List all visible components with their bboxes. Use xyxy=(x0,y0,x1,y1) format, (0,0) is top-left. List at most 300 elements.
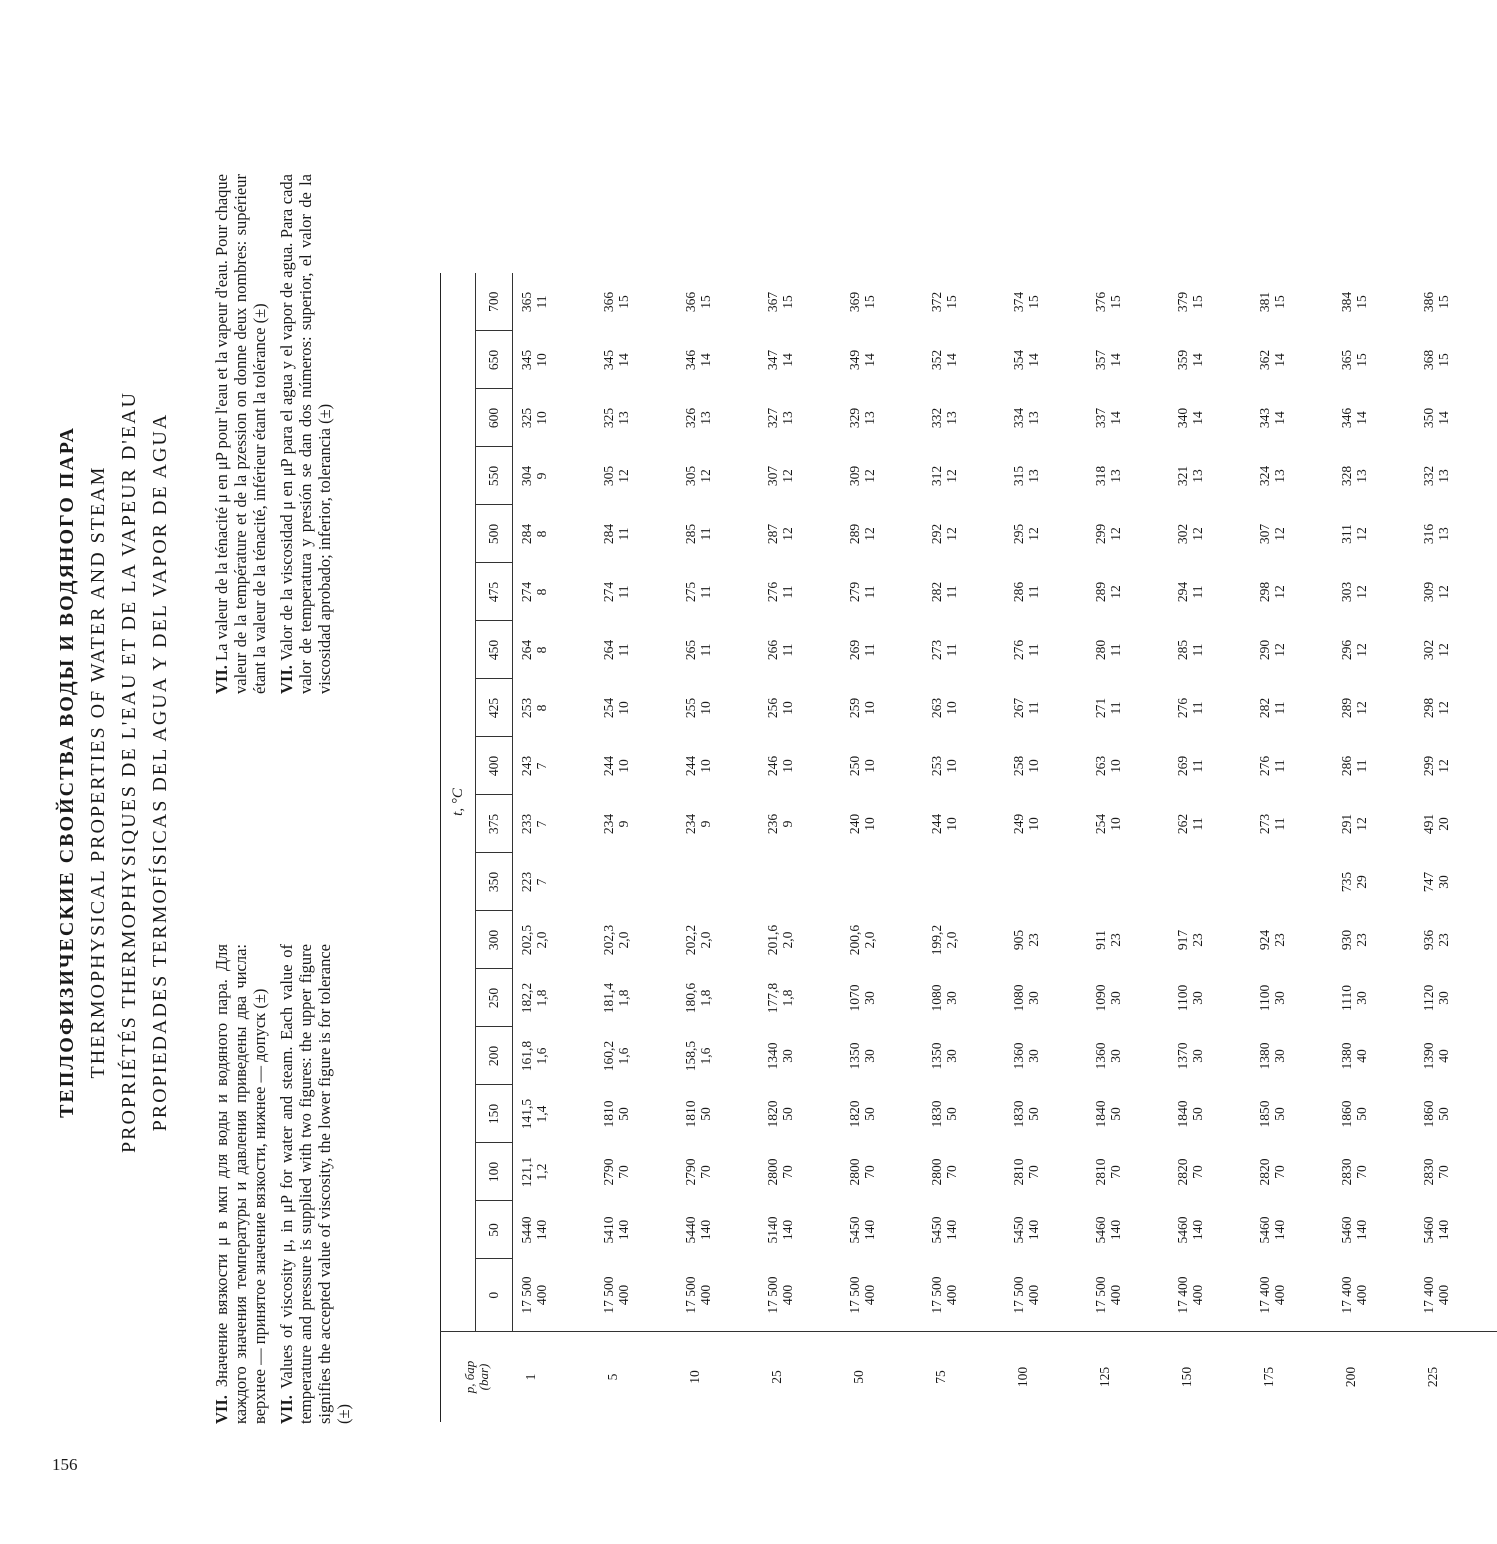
viscosity-value: 332 xyxy=(1420,465,1436,487)
pressure-cell: 225 xyxy=(1415,1332,1497,1423)
viscosity-cell xyxy=(1251,1201,1333,1259)
viscosity-value: 332 xyxy=(928,407,944,429)
viscosity-cell xyxy=(841,853,923,911)
viscosity-cell xyxy=(1333,1085,1415,1143)
tolerance-value: 11 xyxy=(1189,701,1205,715)
tolerance-value: 13 xyxy=(943,411,959,425)
description-number: VII. xyxy=(277,1395,296,1424)
temperature-header-cell: 100 xyxy=(476,1143,513,1201)
tolerance-value: 1,2 xyxy=(534,1163,549,1181)
viscosity-value: 269 xyxy=(1174,755,1190,777)
table-row xyxy=(513,273,595,1422)
viscosity-value: 295 xyxy=(1010,523,1026,545)
tolerance-value: 10 xyxy=(1025,759,1041,773)
tolerance-value: 12 xyxy=(1435,585,1451,599)
tolerance-value: 400 xyxy=(1025,1284,1041,1306)
tolerance-value: 11 xyxy=(861,643,877,657)
viscosity-value: 307 xyxy=(764,465,780,487)
tolerance-value: 14 xyxy=(1107,353,1123,367)
viscosity-cell xyxy=(923,679,1005,737)
tolerance-value: 140 xyxy=(1107,1219,1123,1241)
viscosity-cell xyxy=(759,1143,841,1201)
viscosity-value: 305 xyxy=(682,465,698,487)
viscosity-value: 381 xyxy=(1256,291,1272,313)
viscosity-cell xyxy=(841,1201,923,1259)
viscosity-value: 269 xyxy=(846,639,862,661)
viscosity-cell xyxy=(677,505,759,563)
table-row xyxy=(1251,273,1333,1422)
viscosity-cell xyxy=(1415,621,1497,679)
tolerance-value: 11 xyxy=(943,643,959,657)
tolerance-value: 140 xyxy=(1435,1219,1451,1241)
pressure-header-label: p, бар xyxy=(461,1360,477,1394)
viscosity-cell xyxy=(1169,505,1251,563)
viscosity-cell xyxy=(1251,1143,1333,1201)
viscosity-cell xyxy=(1169,795,1251,853)
tolerance-value: 13 xyxy=(615,411,631,425)
tolerance-value: 13 xyxy=(1353,469,1369,483)
viscosity-cell xyxy=(1333,1259,1415,1332)
tolerance-value: 400 xyxy=(1435,1284,1451,1306)
tolerance-value: 40 xyxy=(1353,1049,1369,1063)
tolerance-value: 15 xyxy=(1025,295,1041,309)
viscosity-value: 292 xyxy=(928,523,944,545)
pressure-cell: 175 xyxy=(1251,1332,1333,1423)
viscosity-value: 275 xyxy=(682,581,698,603)
viscosity-value: 309 xyxy=(846,465,862,487)
tolerance-value: 10 xyxy=(943,759,959,773)
viscosity-cell xyxy=(677,273,759,331)
viscosity-cell xyxy=(1251,737,1333,795)
temperature-label: t, °C xyxy=(449,788,466,816)
tolerance-value: 11 xyxy=(1025,701,1041,715)
viscosity-value: 280 xyxy=(1092,639,1108,661)
pressure-cell: 10 xyxy=(677,1332,759,1423)
viscosity-value: 273 xyxy=(1256,813,1272,835)
viscosity-value: 327 xyxy=(764,407,780,429)
viscosity-cell xyxy=(1005,1201,1087,1259)
tolerance-value: 11 xyxy=(615,643,631,657)
viscosity-cell xyxy=(1087,911,1169,969)
viscosity-cell xyxy=(595,447,677,505)
tolerance-value: 50 xyxy=(1025,1107,1041,1121)
viscosity-cell xyxy=(1333,969,1415,1027)
tolerance-value: 12 xyxy=(1107,585,1123,599)
viscosity-value: 747 xyxy=(1420,871,1436,893)
tolerance-value: 29 xyxy=(1353,875,1369,889)
viscosity-cell xyxy=(1005,911,1087,969)
viscosity-value: 1810 xyxy=(682,1100,698,1128)
tolerance-value: 14 xyxy=(1189,411,1205,425)
viscosity-cell xyxy=(1415,331,1497,389)
viscosity-value: 311 xyxy=(1338,524,1354,544)
viscosity-cell xyxy=(1087,389,1169,447)
temperature-header-cell: 425 xyxy=(476,679,513,737)
description-number: VII. xyxy=(212,665,231,694)
viscosity-cell xyxy=(1087,1027,1169,1085)
temperature-header-cell: 475 xyxy=(476,563,513,621)
tolerance-value: 30 xyxy=(1271,991,1287,1005)
tolerance-value: 140 xyxy=(697,1219,713,1241)
tolerance-value: 7 xyxy=(534,762,549,770)
tolerance-value: 50 xyxy=(943,1107,959,1121)
viscosity-cell xyxy=(677,1143,759,1201)
viscosity-value: 1370 xyxy=(1174,1042,1190,1070)
viscosity-value: 345 xyxy=(519,349,534,371)
tolerance-value: 50 xyxy=(1107,1107,1123,1121)
viscosity-value: 258 xyxy=(1010,755,1026,777)
tolerance-value: 14 xyxy=(697,353,713,367)
temperature-header-cell: 0 xyxy=(476,1259,513,1332)
temperature-header-row xyxy=(476,273,513,1422)
viscosity-value: 905 xyxy=(1010,929,1026,951)
viscosity-cell xyxy=(1251,1085,1333,1143)
tolerance-value: 30 xyxy=(1189,1049,1205,1063)
viscosity-cell xyxy=(1087,505,1169,563)
viscosity-cell xyxy=(923,853,1005,911)
tolerance-value: 2,0 xyxy=(943,931,959,949)
tolerance-value: 14 xyxy=(1189,353,1205,367)
viscosity-cell xyxy=(677,389,759,447)
tolerance-value: 12 xyxy=(779,469,795,483)
viscosity-cell xyxy=(923,737,1005,795)
tolerance-value: 9 xyxy=(697,820,713,828)
viscosity-cell xyxy=(1415,447,1497,505)
tolerance-value: 15 xyxy=(779,295,795,309)
viscosity-value: 253 xyxy=(519,697,534,719)
viscosity-cell xyxy=(1005,969,1087,1027)
table-body xyxy=(513,273,1497,1422)
viscosity-value: 276 xyxy=(1010,639,1026,661)
viscosity-cell xyxy=(677,911,759,969)
tolerance-value: 15 xyxy=(615,295,631,309)
viscosity-cell xyxy=(1005,737,1087,795)
tolerance-value: 12 xyxy=(1435,643,1451,657)
viscosity-value: 917 xyxy=(1174,929,1190,951)
viscosity-cell xyxy=(1251,505,1333,563)
tolerance-value: 15 xyxy=(1107,295,1123,309)
viscosity-cell xyxy=(677,1027,759,1085)
viscosity-value: 362 xyxy=(1256,349,1272,371)
viscosity-value: 262 xyxy=(1174,813,1190,835)
title-es: PROPIEDADES TERMOFÍSICAS DEL AGUA Y DEL VAPOR DE AGUA xyxy=(149,412,171,1132)
viscosity-cell xyxy=(759,911,841,969)
temperature-header-cell: 350 xyxy=(476,853,513,911)
viscosity-cell xyxy=(841,679,923,737)
tolerance-value: 12 xyxy=(1435,759,1451,773)
tolerance-value: 70 xyxy=(1435,1165,1451,1179)
viscosity-cell xyxy=(1251,621,1333,679)
tolerance-value: 11 xyxy=(1025,585,1041,599)
viscosity-cell xyxy=(1415,795,1497,853)
viscosity-value: 254 xyxy=(1092,813,1108,835)
viscosity-value: 161,8 xyxy=(519,1040,534,1072)
tolerance-value: 2,0 xyxy=(615,931,631,949)
viscosity-cell xyxy=(1087,679,1169,737)
viscosity-cell xyxy=(1333,331,1415,389)
viscosity-cell xyxy=(1251,331,1333,389)
tolerance-value: 40 xyxy=(1435,1049,1451,1063)
table-row xyxy=(1169,273,1251,1422)
tolerance-value: 140 xyxy=(615,1219,631,1241)
viscosity-value: 202,2 xyxy=(682,924,698,956)
viscosity-value: 2790 xyxy=(682,1158,698,1186)
viscosity-cell xyxy=(513,563,595,621)
tolerance-value: 30 xyxy=(1189,991,1205,1005)
tolerance-value: 12 xyxy=(943,527,959,541)
tolerance-value: 70 xyxy=(1107,1165,1123,1179)
tolerance-value: 9 xyxy=(615,820,631,828)
viscosity-cell xyxy=(841,911,923,969)
viscosity-cell xyxy=(595,389,677,447)
viscosity-cell xyxy=(923,1085,1005,1143)
viscosity-cell xyxy=(759,853,841,911)
viscosity-cell xyxy=(1251,563,1333,621)
tolerance-value: 30 xyxy=(943,991,959,1005)
description-left xyxy=(212,944,361,1424)
viscosity-value: 17 400 xyxy=(1256,1276,1272,1314)
tolerance-value: 50 xyxy=(697,1107,713,1121)
viscosity-value: 1380 xyxy=(1256,1042,1272,1070)
tolerance-value: 10 xyxy=(697,701,713,715)
tolerance-value: 13 xyxy=(861,411,877,425)
tolerance-value: 11 xyxy=(1353,759,1369,773)
tolerance-value: 15 xyxy=(861,295,877,309)
temperature-header-cell: 375 xyxy=(476,795,513,853)
tolerance-value: 400 xyxy=(1107,1284,1123,1306)
viscosity-value: 365 xyxy=(519,291,534,313)
tolerance-value: 15 xyxy=(1189,295,1205,309)
description-right xyxy=(212,174,342,694)
tolerance-value: 23 xyxy=(1435,933,1451,947)
tolerance-value: 30 xyxy=(779,1049,795,1063)
tolerance-value: 12 xyxy=(861,527,877,541)
viscosity-value: 337 xyxy=(1092,407,1108,429)
tolerance-value: 15 xyxy=(1271,295,1287,309)
viscosity-cell xyxy=(1415,1143,1497,1201)
viscosity-value: 264 xyxy=(519,639,534,661)
tolerance-value: 12 xyxy=(943,469,959,483)
viscosity-value: 274 xyxy=(519,581,534,603)
viscosity-value: 17 500 xyxy=(519,1276,534,1314)
viscosity-value: 1860 xyxy=(1420,1100,1436,1128)
viscosity-value: 365 xyxy=(1338,349,1354,371)
viscosity-value: 284 xyxy=(600,523,616,545)
viscosity-value: 266 xyxy=(764,639,780,661)
tolerance-value: 10 xyxy=(615,701,631,715)
viscosity-cell xyxy=(1415,505,1497,563)
tolerance-value: 70 xyxy=(1189,1165,1205,1179)
viscosity-cell xyxy=(513,621,595,679)
viscosity-value: 1360 xyxy=(1092,1042,1108,1070)
viscosity-value: 2820 xyxy=(1174,1158,1190,1186)
viscosity-cell xyxy=(595,853,677,911)
tolerance-value: 1,6 xyxy=(615,1047,631,1065)
viscosity-value: 276 xyxy=(764,581,780,603)
viscosity-cell xyxy=(595,505,677,563)
viscosity-value: 2790 xyxy=(600,1158,616,1186)
tolerance-value: 30 xyxy=(1107,1049,1123,1063)
viscosity-value: 5460 xyxy=(1256,1216,1272,1244)
tolerance-value: 70 xyxy=(1353,1165,1369,1179)
viscosity-value: 2800 xyxy=(928,1158,944,1186)
viscosity-value: 202,5 xyxy=(519,924,534,956)
tolerance-value: 23 xyxy=(1107,933,1123,947)
viscosity-value: 244 xyxy=(682,755,698,777)
viscosity-cell xyxy=(677,621,759,679)
viscosity-value: 369 xyxy=(846,291,862,313)
description-text: Значение вязкости μ в мкп для воды и водяного пара. Для каждого значения температуры и давления приведены два числа: верхнее — принятое значение вязкости, нижнее — допуск (±) xyxy=(212,943,269,1424)
viscosity-value: 286 xyxy=(1338,755,1354,777)
tolerance-value: 12 xyxy=(697,469,713,483)
viscosity-cell xyxy=(759,389,841,447)
tolerance-value: 12 xyxy=(1353,527,1369,541)
viscosity-cell xyxy=(759,331,841,389)
viscosity-value: 354 xyxy=(1010,349,1026,371)
tolerance-value: 1,8 xyxy=(615,989,631,1007)
tolerance-value: 140 xyxy=(1271,1219,1287,1241)
tolerance-value: 70 xyxy=(779,1165,795,1179)
viscosity-value: 2810 xyxy=(1010,1158,1026,1186)
viscosity-value: 316 xyxy=(1420,523,1436,545)
viscosity-cell xyxy=(841,969,923,1027)
viscosity-value: 265 xyxy=(682,639,698,661)
tolerance-value: 2,0 xyxy=(779,931,795,949)
tolerance-value: 15 xyxy=(697,295,713,309)
temperature-header-cell: 550 xyxy=(476,447,513,505)
tolerance-value: 12 xyxy=(1353,585,1369,599)
table-row xyxy=(841,273,923,1422)
viscosity-cell xyxy=(1087,853,1169,911)
viscosity-cell xyxy=(595,563,677,621)
tolerance-value: 30 xyxy=(943,1049,959,1063)
viscosity-cell xyxy=(1169,621,1251,679)
tolerance-value: 30 xyxy=(861,1049,877,1063)
viscosity-cell xyxy=(1087,969,1169,1027)
tolerance-value: 15 xyxy=(1353,295,1369,309)
tolerance-value: 400 xyxy=(615,1284,631,1306)
viscosity-cell xyxy=(1251,1027,1333,1085)
table-row xyxy=(677,273,759,1422)
viscosity-cell xyxy=(841,447,923,505)
tolerance-value: 11 xyxy=(697,527,713,541)
viscosity-cell xyxy=(1087,1259,1169,1332)
viscosity-cell xyxy=(595,273,677,331)
viscosity-value: 273 xyxy=(928,639,944,661)
viscosity-value: 17 500 xyxy=(1092,1276,1108,1314)
viscosity-cell xyxy=(513,1085,595,1143)
tolerance-value: 15 xyxy=(1435,295,1451,309)
viscosity-cell xyxy=(841,1085,923,1143)
tolerance-value: 400 xyxy=(943,1284,959,1306)
viscosity-value: 1390 xyxy=(1420,1042,1436,1070)
viscosity-value: 282 xyxy=(1256,697,1272,719)
tolerance-value: 140 xyxy=(1353,1219,1369,1241)
tolerance-value: 12 xyxy=(1353,701,1369,715)
table-row xyxy=(1087,273,1169,1422)
viscosity-value: 346 xyxy=(682,349,698,371)
viscosity-value: 234 xyxy=(600,813,616,835)
viscosity-cell xyxy=(1005,621,1087,679)
viscosity-value: 5440 xyxy=(519,1216,534,1244)
table-row xyxy=(1005,273,1087,1422)
viscosity-value: 367 xyxy=(764,291,780,313)
tolerance-value: 12 xyxy=(1271,585,1287,599)
tolerance-value: 20 xyxy=(1435,817,1451,831)
viscosity-value: 1830 xyxy=(928,1100,944,1128)
viscosity-cell xyxy=(841,795,923,853)
viscosity-value: 1860 xyxy=(1338,1100,1354,1128)
viscosity-cell xyxy=(513,1143,595,1201)
tolerance-value: 11 xyxy=(1189,585,1205,599)
viscosity-cell xyxy=(595,1027,677,1085)
viscosity-value: 328 xyxy=(1338,465,1354,487)
tolerance-value: 400 xyxy=(534,1284,549,1306)
viscosity-cell xyxy=(759,1027,841,1085)
viscosity-cell xyxy=(1169,853,1251,911)
tolerance-value: 14 xyxy=(1271,411,1287,425)
viscosity-cell xyxy=(1415,911,1497,969)
viscosity-value: 312 xyxy=(928,465,944,487)
viscosity-value: 1810 xyxy=(600,1100,616,1128)
viscosity-value: 350 xyxy=(1420,407,1436,429)
tolerance-value: 11 xyxy=(697,585,713,599)
viscosity-cell xyxy=(841,737,923,795)
viscosity-cell xyxy=(923,389,1005,447)
viscosity-value: 223 xyxy=(519,871,534,893)
tolerance-value: 9 xyxy=(534,472,549,480)
viscosity-cell xyxy=(513,911,595,969)
viscosity-cell xyxy=(923,795,1005,853)
viscosity-cell xyxy=(595,1143,677,1201)
tolerance-value: 13 xyxy=(1189,469,1205,483)
tolerance-value: 11 xyxy=(1189,817,1205,831)
temperature-header-cell: 300 xyxy=(476,911,513,969)
viscosity-cell xyxy=(1333,1143,1415,1201)
tolerance-value: 30 xyxy=(1353,991,1369,1005)
viscosity-cell xyxy=(1415,969,1497,1027)
viscosity-value: 276 xyxy=(1174,697,1190,719)
viscosity-value: 286 xyxy=(1010,581,1026,603)
viscosity-value: 17 500 xyxy=(928,1276,944,1314)
temperature-header-cell: 450 xyxy=(476,621,513,679)
tolerance-value: 11 xyxy=(1025,643,1041,657)
pressure-cell: 1 xyxy=(513,1332,595,1423)
viscosity-cell xyxy=(677,679,759,737)
viscosity-value: 304 xyxy=(519,465,534,487)
viscosity-cell xyxy=(1251,273,1333,331)
viscosity-value: 255 xyxy=(682,697,698,719)
viscosity-cell xyxy=(1087,331,1169,389)
viscosity-value: 201,6 xyxy=(764,924,780,956)
viscosity-cell xyxy=(759,273,841,331)
tolerance-value: 11 xyxy=(1271,817,1287,831)
viscosity-cell xyxy=(759,447,841,505)
description-en xyxy=(277,944,353,1424)
viscosity-value: 1090 xyxy=(1092,984,1108,1012)
viscosity-cell xyxy=(1333,1027,1415,1085)
table-row xyxy=(1333,273,1415,1422)
viscosity-cell xyxy=(841,505,923,563)
viscosity-value: 5410 xyxy=(600,1216,616,1244)
viscosity-cell xyxy=(595,679,677,737)
pressure-header-unit: (bar) xyxy=(475,1363,491,1391)
viscosity-value: 234 xyxy=(682,813,698,835)
viscosity-value: 296 xyxy=(1338,639,1354,661)
viscosity-value: 5460 xyxy=(1174,1216,1190,1244)
tolerance-value: 8 xyxy=(534,530,549,538)
viscosity-cell xyxy=(1415,1085,1497,1143)
